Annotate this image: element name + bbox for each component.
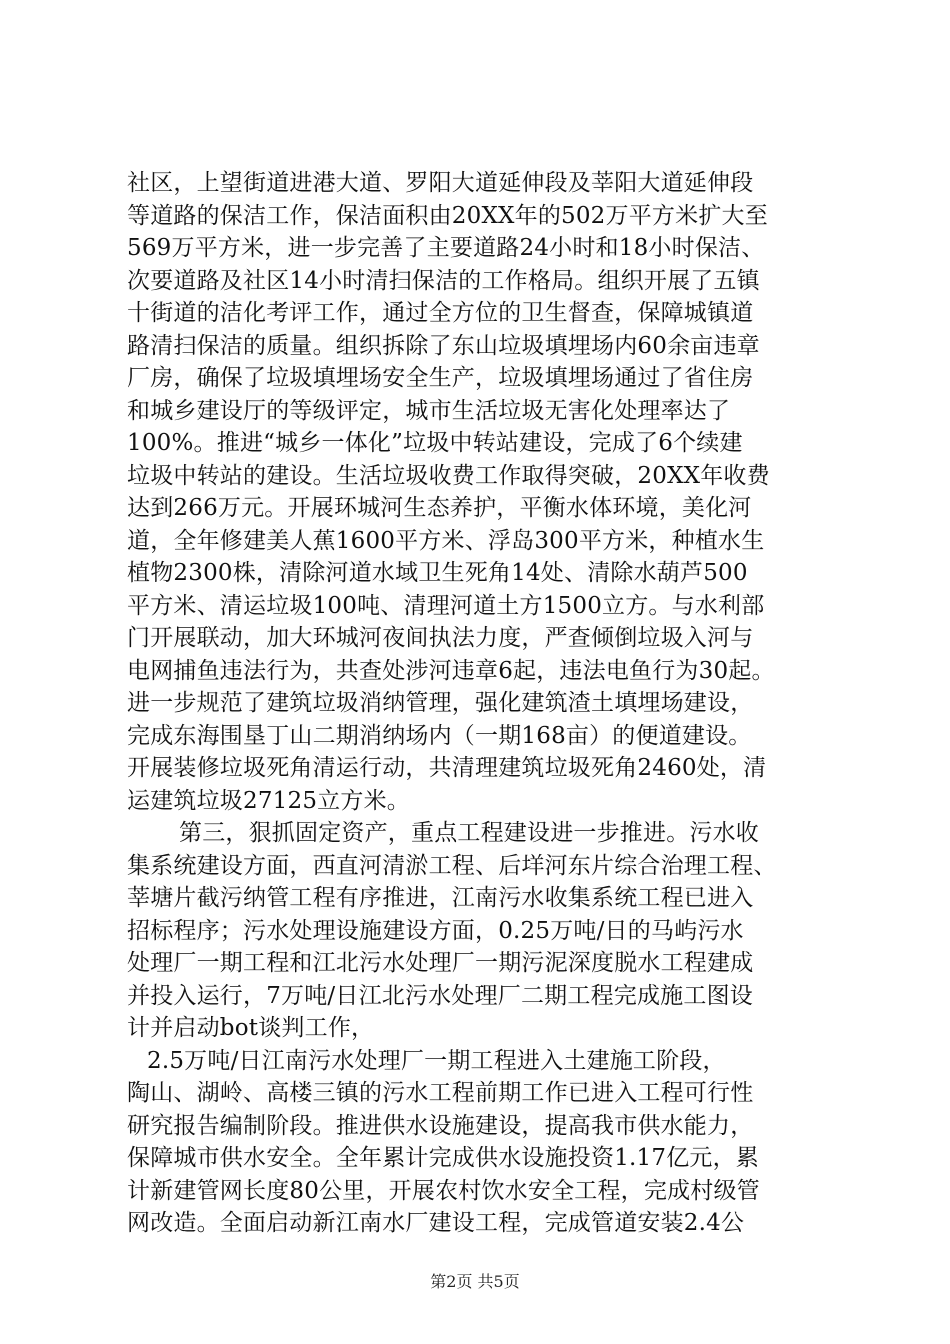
text-line: 运建筑垃圾27125立方米。 bbox=[127, 787, 410, 814]
text-line: 路清扫保洁的质量。组织拆除了东山垃圾填埋场内60余亩违章 bbox=[127, 332, 760, 359]
paragraph-start-line: 2.5万吨/日江南污水处理厂一期工程进入土建施工阶段， bbox=[147, 1047, 726, 1074]
text-line: 开展装修垃圾死角清运行动，共清理建筑垃圾死角2460处，清 bbox=[127, 755, 767, 781]
text-line: 100%。推进“城乡一体化”垃圾中转站建设，完成了6个续建 bbox=[127, 430, 743, 456]
text-line: 次要道路及社区14小时清扫保洁的工作格局。组织开展了五镇 bbox=[127, 267, 760, 294]
text-line: 垃圾中转站的建设。生活垃圾收费工作取得突破，20XX年收费 bbox=[127, 462, 770, 489]
text-line: 电网捕鱼违法行为，共查处涉河违章6起，违法电鱼行为30起。 bbox=[127, 657, 775, 684]
text-line: 并投入运行，7万吨/日江北污水处理厂二期工程完成施工图设 bbox=[127, 982, 753, 1009]
body-text bbox=[127, 167, 827, 1240]
text-line: 完成东海围垦丁山二期消纳场内（一期168亩）的便道建设。 bbox=[127, 722, 752, 749]
text-line: 网改造。全面启动新江南水厂建设工程，完成管道安装2.4公 bbox=[127, 1210, 745, 1236]
text-line: 十街道的洁化考评工作，通过全方位的卫生督查，保障城镇道 bbox=[127, 300, 754, 326]
text-line: 和城乡建设厅的等级评定，城市生活垃圾无害化处理率达了 bbox=[127, 397, 731, 424]
paragraph-start-line: 第三，狠抓固定资产，重点工程建设进一步推进。污水收 bbox=[179, 820, 759, 846]
text-line: 道，全年修建美人蕉1600平方米、浮岛300平方米，种植水生 bbox=[127, 527, 765, 554]
text-line: 莘塘片截污纳管工程有序推进，江南污水收集系统工程已进入 bbox=[127, 885, 754, 911]
text-line: 门开展联动，加大环城河夜间执法力度，严查倾倒垃圾入河与 bbox=[127, 625, 754, 651]
text-line: 569万平方米，进一步完善了主要道路24小时和18小时保洁、 bbox=[127, 235, 765, 261]
text-line: 达到266万元。开展环城河生态养护，平衡水体环境，美化河 bbox=[127, 495, 752, 521]
text-line: 等道路的保洁工作，保洁面积由20XX年的502万平方米扩大至 bbox=[127, 202, 768, 229]
text-line: 进一步规范了建筑垃圾消纳管理，强化建筑渣土填埋场建设， bbox=[127, 690, 754, 716]
text-line: 植物2300株，清除河道水域卫生死角14处、清除水葫芦500 bbox=[127, 560, 748, 586]
text-line: 处理厂一期工程和江北污水处理厂一期污泥深度脱水工程建成 bbox=[127, 950, 754, 976]
text-line: 平方米、清运垃圾100吨、清理河道土方1500立方。与水利部 bbox=[127, 592, 765, 619]
text-line: 社区，上望街道进港大道、罗阳大道延伸段及莘阳大道延伸段 bbox=[127, 170, 754, 196]
text-line: 陶山、湖岭、高楼三镇的污水工程前期工作已进入工程可行性 bbox=[127, 1080, 754, 1106]
text-line: 计并启动bot谈判工作， bbox=[127, 1015, 375, 1041]
text-line: 计新建管网长度80公里，开展农村饮水安全工程，完成村级管 bbox=[127, 1177, 760, 1204]
text-line: 研究报告编制阶段。推进供水设施建设，提高我市供水能力， bbox=[127, 1112, 754, 1139]
text-line: 厂房，确保了垃圾填埋场安全生产，垃圾填埋场通过了省住房 bbox=[127, 365, 754, 391]
text-line: 招标程序；污水处理设施建设方面，0.25万吨/日的马屿污水 bbox=[127, 917, 744, 944]
page-footer: 第2页 共5页 bbox=[430, 1272, 520, 1291]
text-line: 保障城市供水安全。全年累计完成供水设施投资1.17亿元，累 bbox=[127, 1145, 760, 1171]
text-line: 集系统建设方面，西直河清淤工程、后垟河东片综合治理工程、 bbox=[127, 852, 777, 879]
